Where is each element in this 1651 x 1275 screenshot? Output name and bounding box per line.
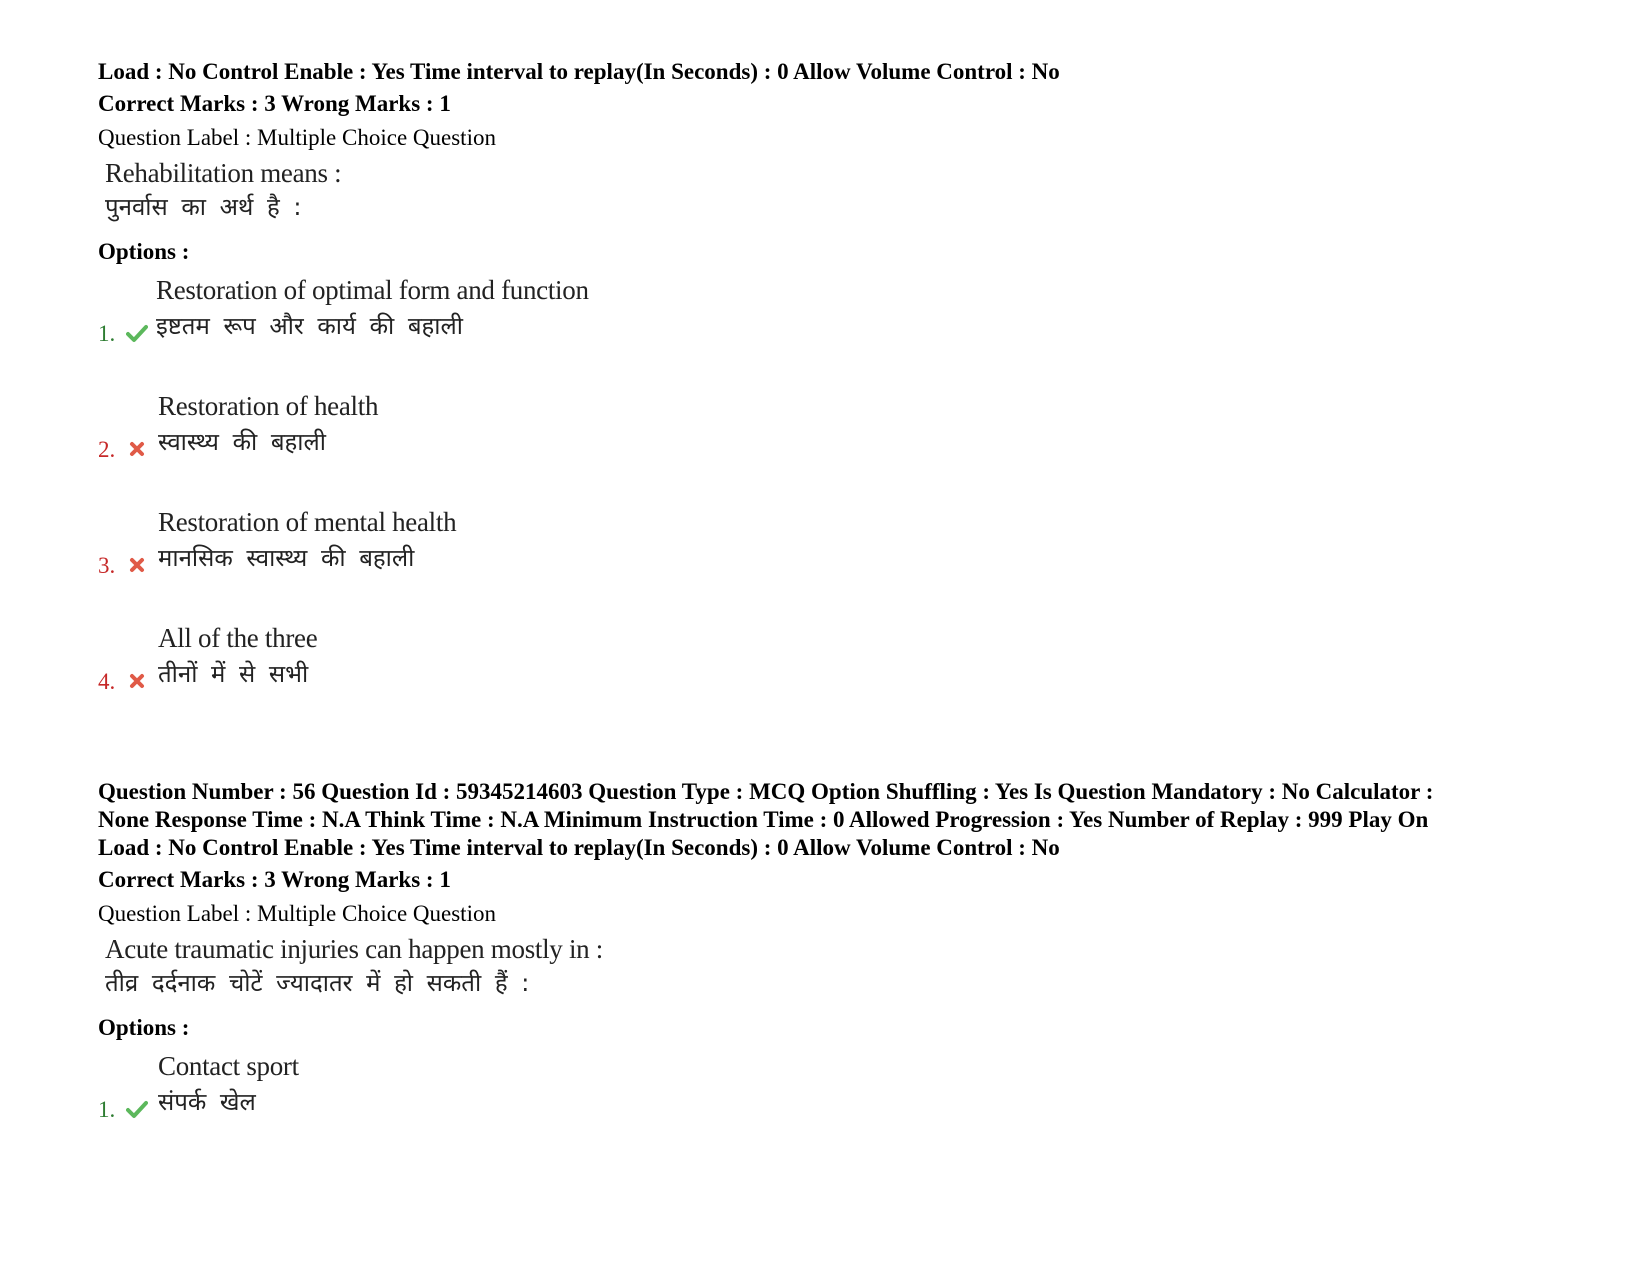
option-text bbox=[156, 272, 589, 344]
question-text-english: Rehabilitation means : bbox=[105, 158, 342, 188]
marks-line: Correct Marks : 3 Wrong Marks : 1 bbox=[98, 91, 451, 116]
question-text bbox=[105, 156, 1578, 224]
question-meta-line-1: Question Number : 56 Question Id : 59345214603 Question Type : MCQ Option Shuffling : Yes Is Question Mandatory : No Calculator : bbox=[98, 779, 1434, 804]
option-text-english: All of the three bbox=[158, 623, 318, 653]
option-text-hindi: इष्टतम रूप और कार्य की बहाली bbox=[156, 312, 463, 340]
question-label: Question Label : Multiple Choice Question bbox=[98, 125, 496, 150]
cross-icon bbox=[126, 670, 148, 692]
option-3 bbox=[98, 502, 1578, 618]
cross-icon bbox=[126, 438, 148, 460]
question-label: Question Label : Multiple Choice Question bbox=[98, 901, 496, 926]
options-label: Options : bbox=[98, 1015, 190, 1040]
option-1 bbox=[98, 1046, 1578, 1162]
options-list bbox=[98, 1046, 1578, 1162]
option-4 bbox=[98, 618, 1578, 734]
question-meta-line: Load : No Control Enable : Yes Time interval to replay(In Seconds) : 0 Allow Volume Control : No bbox=[98, 59, 1060, 84]
option-text-english: Restoration of mental health bbox=[158, 507, 457, 537]
question-text-hindi: तीव्र दर्दनाक चोटें ज्यादातर में हो सकती हैं : bbox=[105, 969, 530, 997]
question-text bbox=[105, 932, 1578, 1000]
option-number: 4. bbox=[98, 669, 116, 694]
question-block-2 bbox=[98, 778, 1578, 1162]
option-number: 1. bbox=[98, 321, 116, 346]
check-icon bbox=[126, 1098, 148, 1120]
option-text-hindi: तीनों में से सभी bbox=[158, 660, 309, 688]
question-meta-line-2: None Response Time : N.A Think Time : N.A Minimum Instruction Time : 0 Allowed Progression : Yes Number of Replay : 999 Play On bbox=[98, 807, 1429, 832]
document-page bbox=[98, 58, 1578, 1162]
option-number: 2. bbox=[98, 437, 116, 462]
check-icon bbox=[126, 322, 148, 344]
cross-icon bbox=[126, 554, 148, 576]
option-text-hindi: मानसिक स्वास्थ्य की बहाली bbox=[158, 544, 415, 572]
question-text-english: Acute traumatic injuries can happen mostly in : bbox=[105, 934, 604, 964]
options-list bbox=[98, 270, 1578, 734]
option-number: 1. bbox=[98, 1097, 116, 1122]
option-text bbox=[158, 1048, 299, 1120]
question-block-1 bbox=[98, 58, 1578, 734]
marks-line: Correct Marks : 3 Wrong Marks : 1 bbox=[98, 867, 451, 892]
option-text-english: Restoration of optimal form and function bbox=[156, 275, 589, 305]
option-text bbox=[158, 504, 456, 576]
question-meta-line-3: Load : No Control Enable : Yes Time interval to replay(In Seconds) : 0 Allow Volume Control : No bbox=[98, 835, 1060, 860]
option-1 bbox=[98, 270, 1578, 386]
option-2 bbox=[98, 386, 1578, 502]
options-label: Options : bbox=[98, 239, 190, 264]
option-text bbox=[158, 620, 317, 692]
option-number: 3. bbox=[98, 553, 116, 578]
block-spacer bbox=[98, 734, 1578, 778]
option-text-hindi: संपर्क खेल bbox=[158, 1088, 256, 1116]
option-text-english: Restoration of health bbox=[158, 391, 379, 421]
option-text-hindi: स्वास्थ्य की बहाली bbox=[158, 428, 326, 456]
option-text-english: Contact sport bbox=[158, 1051, 299, 1081]
question-text-hindi: पुनर्वास का अर्थ है : bbox=[105, 193, 302, 221]
option-text bbox=[158, 388, 378, 460]
